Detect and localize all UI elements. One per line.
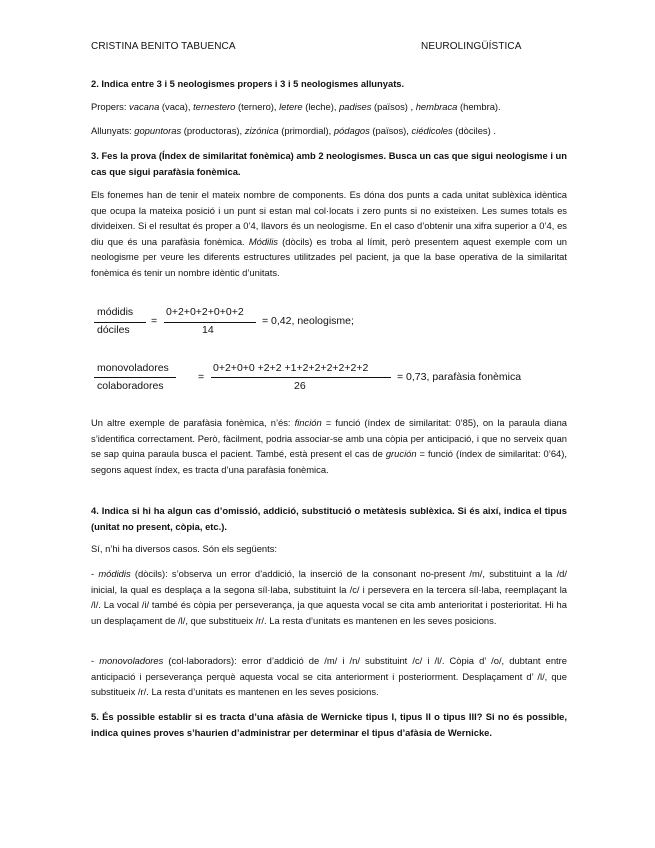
- neologism-word: ciédicoles: [411, 125, 453, 136]
- fraction-bar: [211, 377, 391, 378]
- header-subject: NEUROLINGÜÍSTICA: [421, 41, 522, 52]
- formula-2-numerator: 0+2+0+0 +2+2 +1+2+2+2+2+2+2: [213, 362, 369, 374]
- question-5: 5. És possible establir si es tracta d’una afàsia de Wernicke tipus I, tipus II o tipus III? Si no és possible, indica quines proves s’haurien d’administrar per determinar el tipus d’afàsia de Wernicke.: [91, 711, 567, 738]
- neologism-gloss: (vaca),: [159, 101, 194, 112]
- question-4: 4. Indica si hi ha algun cas d’omissió, addició, substitució o metàtesis sublèxica. Si és així, indica el tipus (unitat no present, còpia, etc.).: [91, 505, 567, 532]
- list-dash: -: [91, 655, 100, 666]
- q4-item-2: [91, 653, 567, 700]
- question-2: 2. Indica entre 3 i 5 neologismes propers i 3 i 5 neologismes allunyats.: [91, 78, 405, 89]
- q4-item-1: [91, 566, 567, 628]
- propers-line: [91, 99, 567, 115]
- equals-sign: =: [198, 371, 205, 383]
- neologism-gloss: (leche),: [302, 101, 340, 112]
- neologism-word: letere: [279, 101, 303, 112]
- q3-text: Els fonemes han de tenir el mateix nombre de components. Es dóna dos punts a cada unitat sublèxica idèntica que ocupa la mateixa posició i un punt si estan mal col·locats i zero punts si no existeixen. Les sumes totals es divideixen. Si el resultat és proper a 0’4, llavors és un neologisme. En el caso d’obtenir una xifra superior a 0’4, es diu que és una parafàsia fonèmica.: [91, 189, 567, 247]
- formula-1-result: = 0,42, neologisme;: [262, 315, 354, 327]
- q3-paragraph: [91, 187, 567, 281]
- formula-1-word-top: módidis: [97, 306, 134, 318]
- neologism-gloss: (dòciles) .: [452, 125, 496, 136]
- q3-word: grución: [385, 448, 417, 460]
- fraction-bar: [94, 377, 176, 378]
- q4-word: módidis: [98, 568, 131, 579]
- formula-2-result: = 0,73, parafàsia fonèmica: [397, 371, 522, 383]
- q3-text: = funció (índex de similaritat: 0’64), segons aquest índex, es tracta d’una parafàsia fonèmica.: [91, 448, 567, 475]
- neologism-word: pódagos: [333, 125, 370, 136]
- q4-text: (dòcils): s’observa un error d’addició, la inserció de la consonant no-present /m/, substituint a la /d/ inicial, la qual es desplaça a la segona síl·laba, substituint la /c/ i persevera en la tercera síl·laba, reemplaçant la /l/. La vocal /i/ també és còpia per perseverança, ja que aquesta vocal se cita amb anterioritat i posterioritat. Hi ha un desplaçament de /l/, que substitueix /r/. La resta d’unitats es mantenen en les seves posicions.: [91, 568, 567, 626]
- question-3: 3. Fes la prova (Índex de similaritat fonèmica) amb 2 neologismes. Busca un cas que sigui neologisme i un cas que sigui parafàsia fonèmica.: [91, 150, 567, 177]
- q4-text: (col·laboradors): error d’addició de /m/ i /n/ substituint /c/ i /l/. Còpia d’ /o/, dubtant entre anticipació i perseverança perquè aquesta vocal se cita anteriorment i posteriorment. Desplaçament d’ /l/, que substitueix /r/. La resta d’unitats es mantenen en les seves posicions.: [91, 655, 567, 698]
- fraction-bar: [164, 322, 256, 323]
- neologism-word: hembraca: [415, 101, 458, 112]
- neologism-gloss: (ternero),: [235, 101, 280, 112]
- fraction-bar: [94, 322, 146, 323]
- formula-1-numerator: 0+2+0+2+0+0+2: [166, 306, 244, 318]
- q3-word: Módilis: [248, 235, 278, 247]
- list-dash: -: [91, 568, 99, 579]
- formula-2-word-top: monovoladores: [97, 362, 169, 374]
- neologism-gloss: (països) ,: [371, 101, 416, 112]
- header-author: CRISTINA BENITO TABUENCA: [91, 41, 236, 52]
- neologism-word: vacana: [129, 101, 160, 112]
- neologism-gloss: (països),: [369, 125, 412, 136]
- formula-1-denominator: 14: [202, 324, 214, 336]
- formula-1-word-bottom: dóciles: [97, 324, 130, 336]
- neologism-word: padises: [339, 101, 372, 112]
- q3-text: Un altre exemple de parafàsia fonèmica, n’és:: [91, 417, 295, 428]
- formula-2-denominator: 26: [294, 380, 306, 392]
- q3-text: (dòcils) es troba al límit, però presentem aquest exemple com un neologisme per veure les diferents estructures utilitzades pel pacient, ja que la base operativa de la similaritat fonèmica és tenir un nombre idèntic d’unitats.: [91, 235, 567, 278]
- neologism-gloss: (productoras),: [181, 125, 245, 136]
- neologism-word: zizónica: [244, 125, 279, 136]
- neologism-word: ternestero: [193, 101, 236, 112]
- equals-sign: =: [151, 315, 158, 327]
- allunyats-line: [91, 123, 567, 139]
- q3-text: = funció (índex de similaritat: 0’85), on la paraula diana s’identifica correctament. Però, fàcilment, podria associar-se amb una còpia per anticipació, i que no serveix quan se sap quina paraula busca el pacient. També, està present el cas de: [91, 417, 567, 460]
- propers-label: Propers:: [91, 101, 130, 112]
- q4-intro: Sí, n’hi ha diversos casos. Són els següents:: [91, 543, 278, 554]
- neologism-gloss: (primordial),: [278, 125, 334, 136]
- neologism-gloss: (hembra).: [457, 101, 501, 112]
- q3-word: finción: [294, 417, 322, 428]
- neologism-word: gopuntoras: [134, 125, 182, 136]
- allunyats-label: Allunyats:: [91, 125, 135, 136]
- q3-paragraph-2: [91, 415, 567, 477]
- q4-word: monovoladores: [99, 655, 164, 666]
- formula-2-word-bottom: colaboradores: [97, 380, 164, 392]
